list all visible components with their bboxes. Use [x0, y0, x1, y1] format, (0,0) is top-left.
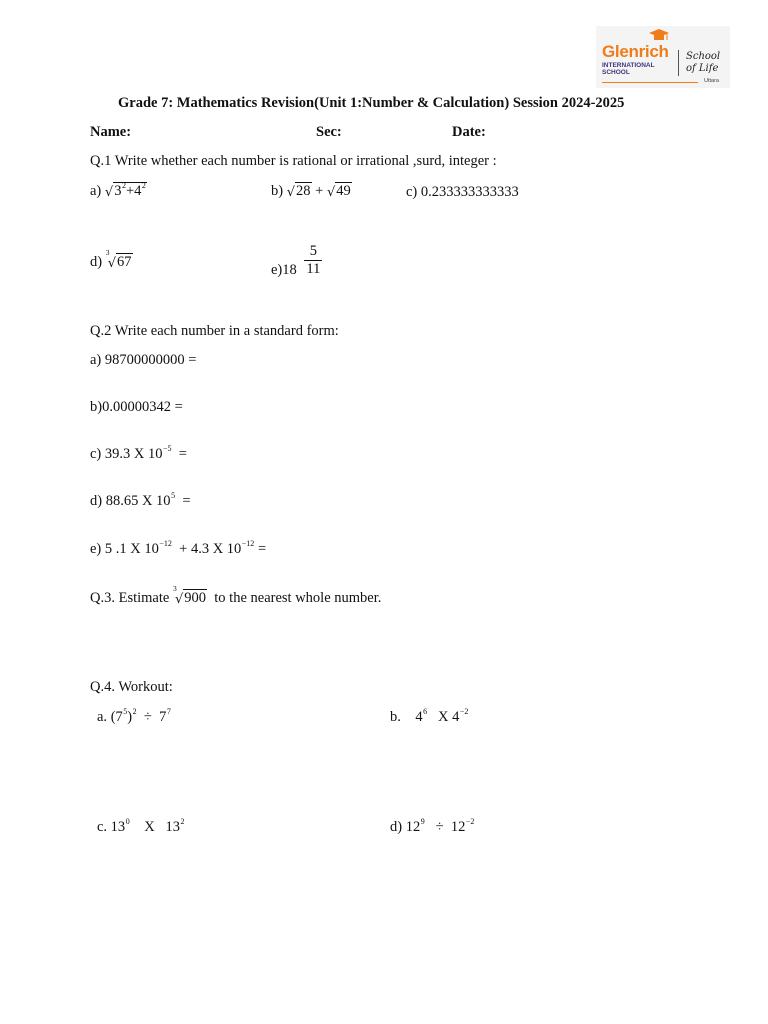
- q2-item-e: e) 5 .1 X $10^{-12} + 4.3$ X $10^{-12}$ =: [90, 539, 267, 557]
- name-label: Name:: [90, 124, 132, 140]
- q1-item-d: d) 3 √67: [90, 248, 132, 271]
- q2-item-c: c) 39.3 X $10^{-5}$ =: [90, 444, 187, 462]
- q2-item-b: b)0.00000342 =: [90, 399, 183, 415]
- q4-item-a: a. $(7^5)^2 \div 7^7$: [97, 707, 171, 725]
- q1-prompt: Q.1 Write whether each number is rational or irrational ,surd, integer :: [90, 153, 497, 169]
- q1-item-b: b) √28 + √49: [271, 183, 351, 200]
- logo-brand: Glenrich: [602, 42, 669, 61]
- q4-item-b: b. $4^6$ X $4^{-2}$: [390, 707, 469, 725]
- q4-prompt: Q.4. Workout:: [90, 679, 173, 695]
- q4-item-d: d) $12^9$ ÷ $12^{-2}$: [390, 817, 475, 835]
- logo-campus: Uttara: [704, 78, 719, 84]
- logo-school-name: INTERNATIONAL SCHOOL: [602, 62, 655, 76]
- q1-item-a: a) $√3^2+4^2$: [90, 181, 146, 200]
- section-label: Sec:: [316, 124, 342, 140]
- school-logo: [596, 26, 730, 88]
- logo-divider: [678, 50, 679, 76]
- q2-prompt: Q.2 Write each number in a standard form:: [90, 323, 339, 339]
- q3-prompt: Q.3. Estimate 3 √900 to the nearest whole number.: [90, 584, 382, 607]
- q1-item-c: c) 0.233333333333: [406, 184, 519, 200]
- worksheet-title: Grade 7: Mathematics Revision(Unit 1:Number & Calculation) Session 2024-2025: [118, 95, 625, 111]
- logo-underline: [602, 82, 698, 83]
- q4-item-c: c. $13^0$ X $13^2$: [97, 817, 185, 835]
- logo-tagline: School of Life: [686, 51, 721, 74]
- q2-item-d: d) 88.65 X $10^5$ =: [90, 491, 191, 509]
- date-label: Date:: [452, 124, 486, 140]
- q1-item-e: e)18 $\frac{5}{11}$: [271, 243, 321, 278]
- q2-item-a: a) 98700000000 =: [90, 352, 197, 368]
